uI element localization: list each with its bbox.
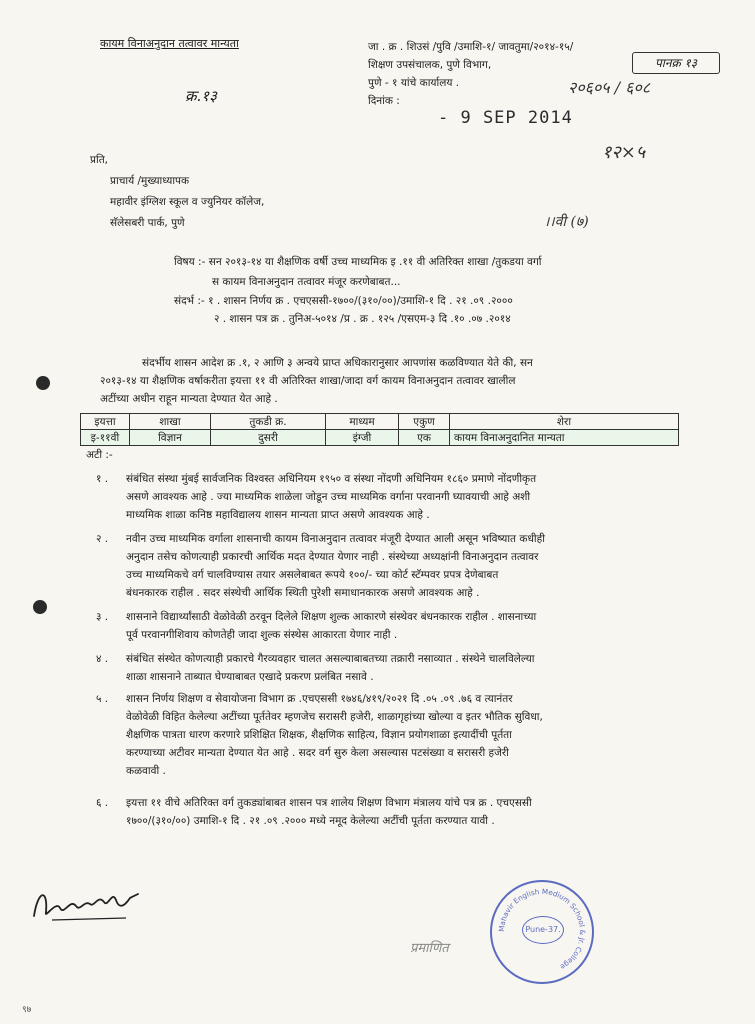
punch-hole-bottom: [33, 600, 47, 614]
table-cell: विज्ञान: [130, 430, 211, 446]
condition-line: अनुदान तसेच कोणत्याही प्रकारची आर्थिक मदत देण्यात येणार नाही . संस्थेच्या अध्यक्षांनी विनाअनुदान तत्वावर: [126, 551, 539, 563]
table-cell: इंग्जी: [326, 430, 399, 446]
handwritten-inward-number: २०६०५ / ६०८: [568, 78, 651, 97]
condition-number: २ .: [96, 533, 109, 545]
condition-line: शैक्षणिक पात्रता धारण करणारे प्रशिक्षित शिक्षक, शैक्षणिक साहित्य, विज्ञान प्रयोगशाळा इत्यादींची पूर्तता: [126, 729, 512, 741]
table-header-cell: एकुण: [399, 414, 450, 430]
table-cell: इ-११वी: [81, 430, 130, 446]
intro-line-1: संदर्भीय शासन आदेश क्र .१, २ आणि ३ अन्वये प्राप्त अधिकारानुसार आपणांस कळविण्यात येते की, सन: [142, 357, 533, 369]
office-block: [368, 38, 573, 110]
table-header-cell: शेरा: [450, 414, 679, 430]
recipient-line-1: प्राचार्य /मुख्याध्यापक: [110, 175, 190, 187]
condition-line: नवीन उच्च माध्यमिक वर्गाला शासनाची कायम विनाअनुदान तत्वावर मंजूरी देण्यात आली असून भविष्यात कधीही: [126, 533, 545, 545]
references-block: [174, 292, 513, 328]
subject-line-2: स कायम विनाअनुदान तत्वावर मंजूर करणेबाबत...: [212, 276, 401, 288]
file-number: जा . क्र . शिउसं /पुवि /उमाशि-१/ जावतुमा/२०१४-१५/: [368, 41, 574, 53]
condition-line: असणे आवश्यक आहे . ज्या माध्यमिक शाळेला जोडून उच्च माध्यमिक वर्गाना परवानगी घ्यावयाची आहे अशी: [126, 491, 531, 503]
seal-center: Pune-37.: [522, 916, 564, 944]
condition-number: ५ .: [96, 693, 109, 705]
handwritten-mark: १२×५: [602, 142, 646, 163]
table-cell: कायम विनाअनुदानित मान्यता: [450, 430, 679, 446]
condition-line: उच्च माध्यमिकचे वर्ग चालविण्यास तयार असलेबाबत रूपये १००/- च्या कोर्ट स्टॅम्पवर प्रपत्र देणेबाबत: [126, 569, 499, 581]
references-label: संदर्भ :-: [174, 295, 205, 307]
condition-line: पूर्व परवानगीशिवाय कोणतेही जादा शुल्क संस्थेस आकारता येणार नाही .: [126, 629, 398, 641]
condition-number: १ .: [96, 473, 109, 485]
date-label: दिनांक :: [368, 95, 400, 107]
date-stamp: - 9 SEP 2014: [438, 108, 573, 128]
intro-line-2: २०१३-१४ या शैक्षणिक वर्षाकरीता इयत्ता ११ वी अतिरिक्त शाखा/जादा वर्ग कायम विनाअनुदान तत्वावर खालील: [100, 375, 516, 387]
condition-line: माध्यमिक शाळा कनिष्ठ महाविद्यालय शासन मान्यता प्राप्त असणे आवश्यक आहे .: [126, 509, 430, 521]
intro-paragraph: [100, 354, 722, 408]
conditions-label: अटी :-: [86, 449, 113, 461]
recipient-prefix: प्रति,: [90, 154, 109, 166]
recipient-line-3: सॅलेसबरी पार्क, पुणे: [110, 217, 185, 229]
table-row: [81, 430, 679, 446]
condition-line: शासनाने विद्यार्थ्यांसाठी वेळोवेळी ठरवून दिलेले शिक्षण शुल्क आकारणे संस्थेवर बंधनकारक राहील . शासनाच्या: [126, 611, 537, 623]
subject-line-1: विषय :- सन २०१३-१४ या शैक्षणिक वर्षी उच्च माध्यमिक इ .११ वी अतिरिक्त शाखा /तुकडया वर्गा: [174, 256, 542, 268]
condition-line: वेळोवेळी विहित केलेल्या अटींच्या पूर्ततेवर म्हणजेच सरासरी हजेरी, शाळागृहांच्या खोल्या व इतर भौतिक सुविधा,: [126, 711, 543, 723]
table-cell: एक: [399, 430, 450, 446]
punch-hole-top: [36, 376, 50, 390]
condition-line: शासन निर्णय शिक्षण व सेवायोजना विभाग क्र .एचएससी १७४६/४१९/२०२१ दि .०५ .०९ .७६ व त्यानंतर: [126, 693, 513, 705]
recipient-line-2: महावीर इंग्लिश स्कूल व ज्युनियर कॉलेज,: [110, 196, 265, 208]
page-number-box: पानक्र १३: [632, 52, 720, 74]
table-header-cell: शाखा: [130, 414, 211, 430]
table-cell: दुसरी: [211, 430, 326, 446]
table-header-cell: इयत्ता: [81, 414, 130, 430]
footer-mark: ९७: [22, 1005, 32, 1015]
intro-line-3: अटींच्या अधीन राहून मान्यता देण्यात येत आहे .: [100, 393, 278, 405]
condition-line: इयत्ता ११ वीचे अतिरिक्त वर्ग तुकड्यांबाबत शासन पत्र शालेय शिक्षण विभाग मंत्रालय यांचे पत्र क्र . एचएससी: [126, 797, 532, 809]
signature-scrawl: [26, 880, 146, 930]
condition-line: करण्याच्या अटीवर मान्यता देण्यात येत आहे . सदर वर्ग सुरु केला असल्यास पटसंख्या व सरासरी हजेरी: [126, 747, 509, 759]
condition-line: संबंधित संस्थेत कोणत्याही प्रकारचे गैरव्यवहार चालत असल्याबाबतच्या तक्रारी नसाव्यात . संस्थेने चालविलेल्या: [126, 653, 535, 665]
office-address: पुणे - १ यांचे कार्यालय .: [368, 77, 460, 89]
school-seal: [490, 880, 594, 984]
recipient-block: [90, 150, 264, 234]
office-name: शिक्षण उपसंचालक, पुणे विभाग,: [368, 59, 492, 71]
handwritten-class-note: ।।वी (७): [544, 214, 589, 230]
approval-title: कायम विनाअनुदान तत्वावर मान्यता: [100, 37, 239, 50]
reference-2: २ . शासन पत्र क्र . तुनिअ-५०१४ /प्र . क्र . १२५ /एसएम-३ दि .१० .०७ .२०१४: [214, 313, 511, 325]
condition-line: कळवावी .: [126, 765, 166, 777]
condition-line: १७००/(३१०/००) उमाशि-१ दि . २१ .०९ .२००० मध्ये नमूद केलेल्या अटींची पूर्तता करण्यात यावी .: [126, 815, 495, 827]
table-header-cell: तुकडी क्र.: [211, 414, 326, 430]
table-header-cell: माध्यम: [326, 414, 399, 430]
condition-line: शाळा शासनाने ताब्यात घेण्याबाबत एखादे प्रकरण प्रलंबित नसावे .: [126, 671, 374, 683]
signature: [26, 880, 146, 934]
condition-number: ६ .: [96, 797, 109, 809]
table-header-row: [81, 414, 679, 430]
svg-text:Mahavir English Medium School: Mahavir English Medium School & Jr. College: [496, 886, 588, 972]
condition-number: ३ .: [96, 611, 109, 623]
condition-number: ४ .: [96, 653, 109, 665]
condition-line: बंधनकारक राहील . सदर संस्थेची आर्थिक स्थिती पुरेशी समाधानकारक असणे आवश्यक आहे .: [126, 587, 480, 599]
condition-line: संबंधित संस्था मुंबई सार्वजनिक विश्वस्त अधिनियम १९५० व संस्था नोंदणी अधिनियम १८६० प्रमाणे नोंदणीकृत: [126, 473, 537, 485]
approval-table: [80, 413, 679, 446]
subject-block: [174, 252, 542, 292]
handwritten-ref-number: क्र.१३: [185, 87, 217, 105]
reference-1: १ . शासन निर्णय क्र . एचएससी-१७००/(३१०/००)/उमाशि-१ दि . २१ .०९ .२०००: [208, 295, 513, 307]
faint-signature: प्रमाणित: [410, 941, 449, 956]
